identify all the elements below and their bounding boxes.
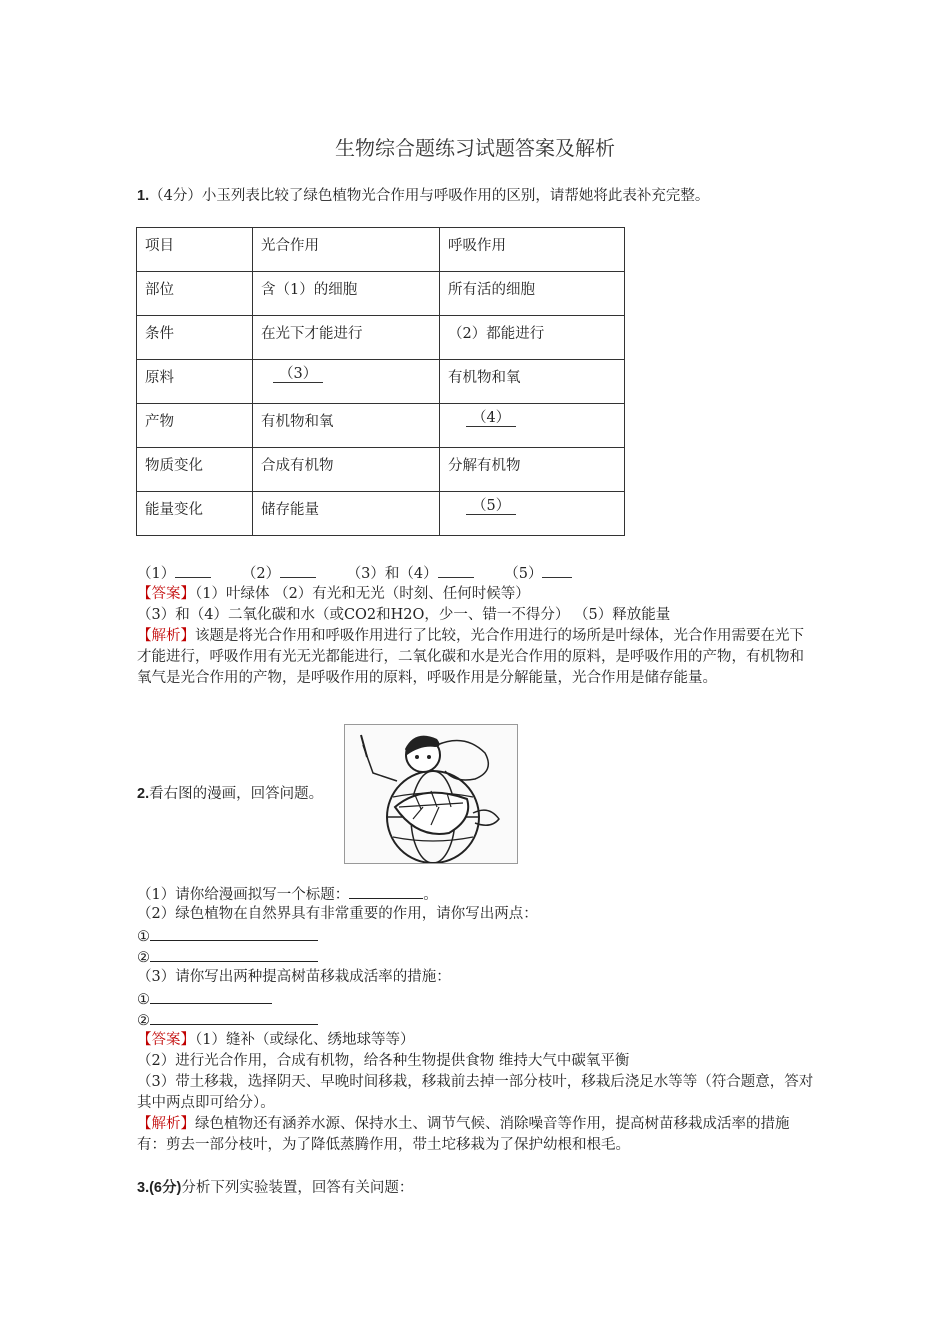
answer-blank-3-4[interactable]	[438, 563, 474, 578]
answer-line[interactable]	[150, 988, 272, 1004]
circled-one: ①	[137, 929, 150, 945]
answer-blank-1[interactable]	[175, 563, 211, 578]
page-title: 生物综合题练习试题答案及解析	[335, 136, 615, 160]
circled-one: ①	[137, 992, 150, 1008]
table-cell	[253, 360, 440, 404]
table-cell: 含（1）的细胞	[253, 272, 440, 316]
table-cell	[440, 492, 625, 536]
table-cell: 有机物和氧	[440, 360, 625, 404]
q1-answer-line-1	[137, 584, 817, 605]
table-cell: 部位	[137, 272, 253, 316]
table-cell: 原料	[137, 360, 253, 404]
q2-answer-line-1	[137, 1030, 817, 1051]
table-cell: 物质变化	[137, 448, 253, 492]
q2-sub1	[137, 883, 817, 906]
globe-leaf-sewing-cartoon-icon	[345, 725, 517, 863]
comparison-table	[136, 227, 625, 536]
q2-sub3: （3）请你写出两种提高树苗移栽成活率的措施：	[137, 969, 451, 985]
blank-label-1: （1）	[137, 566, 176, 582]
answer-tag: 【答案】	[137, 586, 195, 602]
q2-sub2-blank-2	[137, 946, 817, 969]
q1-analysis	[137, 626, 817, 689]
q1-stem: 小玉列表比较了绿色植物光合作用与呼吸作用的区别，请帮她将此表补充完整。	[201, 188, 710, 204]
q1-number: 1.	[137, 188, 150, 204]
table-row	[137, 360, 625, 404]
table-cell	[440, 404, 625, 448]
table-cell: 呼吸作用	[440, 228, 625, 272]
q3-score: (6分)	[149, 1180, 182, 1196]
q2-sub2-blank-1	[137, 925, 817, 948]
q1-analysis-text: 该题是将光合作用和呼吸作用进行了比较，光合作用进行的场所是叶绿体，光合作用需要在光下才能进行，呼吸作用有光无光都能进行，二氧化碳和水是光合作用的原料，是呼吸作用的产物，有机物和氧气是光合作用的产物，是呼吸作用的原料，呼吸作用是分解能量，光合作用是储存能量。	[137, 628, 804, 686]
blank-label-5: （5）	[504, 566, 543, 582]
q1-score: （4分）	[149, 188, 202, 204]
table-cell: 有机物和氧	[253, 404, 440, 448]
q3-stem-line	[137, 1178, 817, 1199]
table-row	[137, 404, 625, 448]
q2-answer-line-3: （3）带土移栽，选择阴天、早晚时间移栽，移栽前去掉一部分枝叶，移栽后浇足水等等（符合题意，答对其中两点即可给分）。	[137, 1074, 814, 1111]
table-row	[137, 492, 625, 536]
q2-answer-1: （1）缝补（或绿化、绣地球等等）	[195, 1032, 415, 1048]
q2-sub3-blank-2	[137, 1009, 817, 1032]
q3-stem: 分析下列实验装置，回答有关问题：	[181, 1180, 414, 1196]
title-blank[interactable]	[349, 883, 423, 899]
table-cell: 所有活的细胞	[440, 272, 625, 316]
answer-blank-5[interactable]	[542, 563, 572, 578]
q2-sub1-end: 。	[423, 887, 438, 903]
table-cell: 项目	[137, 228, 253, 272]
q3-number: 3.	[137, 1180, 150, 1196]
table-cell: 分解有机物	[440, 448, 625, 492]
q2-sub3-blank-1	[137, 988, 817, 1011]
q1-answer-1: （1）叶绿体 （2）有光和无光（时刻、任何时候等）	[195, 586, 530, 602]
answer-line[interactable]	[150, 1009, 318, 1025]
table-cell: 在光下才能进行	[253, 316, 440, 360]
table-cell: 储存能量	[253, 492, 440, 536]
cartoon-image	[344, 724, 518, 864]
table-cell: 能量变化	[137, 492, 253, 536]
q2-sub1-text: （1）请你给漫画拟写一个标题：	[137, 887, 350, 903]
table-cell: 条件	[137, 316, 253, 360]
blank-label-2: （2）	[241, 566, 281, 582]
table-row	[137, 448, 625, 492]
q1-answer-line-2: （3）和（4）二氧化碳和水（或CO2和H2O，少一、错一不得分） （5）释放能量	[137, 607, 671, 623]
q1-blanks-line	[137, 563, 817, 585]
blank-4[interactable]: （4）	[466, 410, 516, 427]
q2-analysis	[137, 1114, 817, 1156]
answer-line[interactable]	[150, 925, 318, 941]
answer-tag: 【答案】	[137, 1032, 195, 1048]
circled-two: ②	[137, 950, 150, 966]
table-cell: 光合作用	[253, 228, 440, 272]
blank-3[interactable]: （3）	[273, 366, 323, 383]
blank-5[interactable]: （5）	[466, 498, 516, 515]
q2-stem: 看右图的漫画，回答问题。	[149, 786, 324, 802]
table-row	[137, 316, 625, 360]
analysis-tag: 【解析】	[137, 1116, 195, 1132]
table-row	[137, 272, 625, 316]
q2-analysis-text: 绿色植物还有涵养水源、保持水土、调节气候、消除噪音等作用，提高树苗移栽成活率的措施有：剪去一部分枝叶，为了降低蒸腾作用，带土坨移栽为了保护幼根和根毛。	[137, 1116, 790, 1153]
table-cell: 产物	[137, 404, 253, 448]
table-cell: （2）都能进行	[440, 316, 625, 360]
table-cell: 合成有机物	[253, 448, 440, 492]
table-row	[137, 228, 625, 272]
q2-number: 2.	[137, 786, 150, 802]
blank-label-3-4: （3）和（4）	[346, 566, 438, 582]
q2-answer-line-2: （2）进行光合作用，合成有机物，给各种生物提供食物 维持大气中碳氧平衡	[137, 1053, 630, 1069]
answer-blank-2[interactable]	[280, 563, 316, 578]
answer-line[interactable]	[150, 946, 318, 962]
circled-two: ②	[137, 1013, 150, 1029]
analysis-tag: 【解析】	[137, 628, 195, 644]
q1-stem-line	[137, 186, 817, 207]
q2-sub2: （2）绿色植物在自然界具有非常重要的作用，请你写出两点：	[137, 906, 538, 922]
